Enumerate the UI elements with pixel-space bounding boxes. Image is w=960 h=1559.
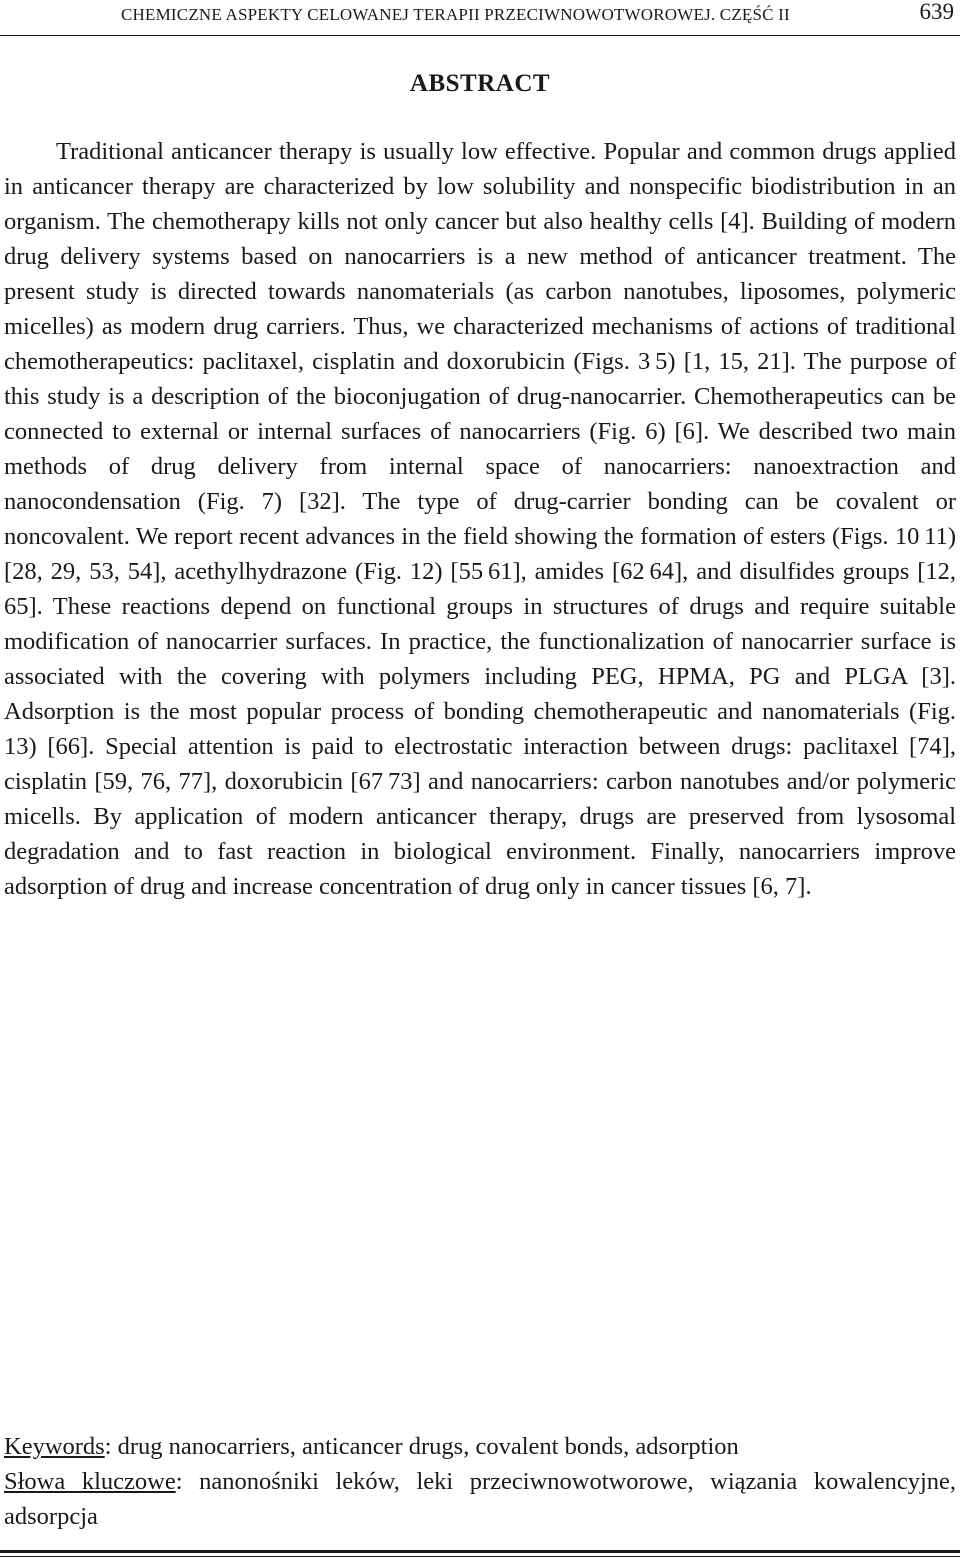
slowa-kluczowe-label: Słowa kluczowe: [4, 1468, 176, 1495]
keywords-text: : drug nanocarriers, anticancer drugs, covalent bonds, adsorption: [104, 1433, 739, 1460]
slowa-kluczowe-text: : nanonośniki leków, leki przeciwnowotworowe, wiązania kowalencyjne, adsorpcja: [4, 1468, 956, 1530]
keywords-polish: [4, 1464, 956, 1534]
abstract-heading: ABSTRACT: [409, 70, 551, 97]
page-number: 639: [919, 0, 954, 24]
footer-rule-thin: [0, 1556, 960, 1557]
footer-rule-thick: [0, 1550, 960, 1553]
keywords-label: Keywords: [4, 1433, 105, 1460]
abstract-body: Traditional anticancer therapy is usually low effective. Popular and common drugs applied in anticancer therapy are characterized by low solubility and nonspecific biodistribution in an organism. The chemotherapy kills not only cancer but also healthy cells [4]. Building of modern drug delivery systems based on nanocarriers is a new method of anticancer treatment. The present study is directed towards nanomaterials (as carbon nanotubes, liposomes, polymeric micelles) as modern drug carriers. Thus, we characterized mechanisms of actions of traditional chemotherapeutics: paclitaxel, cisplatin and doxorubicin (Figs. 3 5) [1, 15, 21]. The purpose of this study is a description of the bioconjugation of drug-nanocarrier. Chemotherapeutics can be connected to external or internal surfaces of nanocarriers (Fig. 6) [6]. We described two main methods of drug delivery from internal space of nanocarriers: nanoextraction and nanocondensation (Fig. 7) [32]. The type of drug-carrier bonding can be covalent or noncovalent. We report recent advances in the field showing the formation of esters (Figs. 10 11) [28, 29, 53, 54], acethylhydrazone (Fig. 12) [55 61], amides [62 64], and disulfides groups [12, 65]. These reactions depend on functional groups in structures of drugs and require suitable modification of nanocarrier surfaces. In practice, the functionalization of nanocarrier surface is associated with the covering with polymers including PEG, HPMA, PG and PLGA [3]. Adsorption is the most popular process of bonding chemotherapeutic and nanomaterials (Fig. 13) [66]. Special attention is paid to electrostatic interaction between drugs: paclitaxel [74], cisplatin [59, 76, 77], doxorubicin [67 73] and nanocarriers: carbon nanotubes and/or polymeric micells. By application of modern anticancer therapy, drugs are preserved from lysosomal degradation and to fast reaction in biological environment. Finally, nanocarriers improve adsorption of drug and increase concentration of drug only in cancer tissues [6, 7].: [4, 138, 956, 900]
running-header: [0, 0, 960, 36]
keywords-section: [4, 1429, 956, 1534]
header-rule: [0, 35, 960, 36]
keywords-english: [4, 1429, 956, 1464]
running-title: CHEMICZNE ASPEKTY CELOWANEJ TERAPII PRZECIWNOWOTWOROWEJ. CZĘŚĆ II: [121, 5, 790, 24]
